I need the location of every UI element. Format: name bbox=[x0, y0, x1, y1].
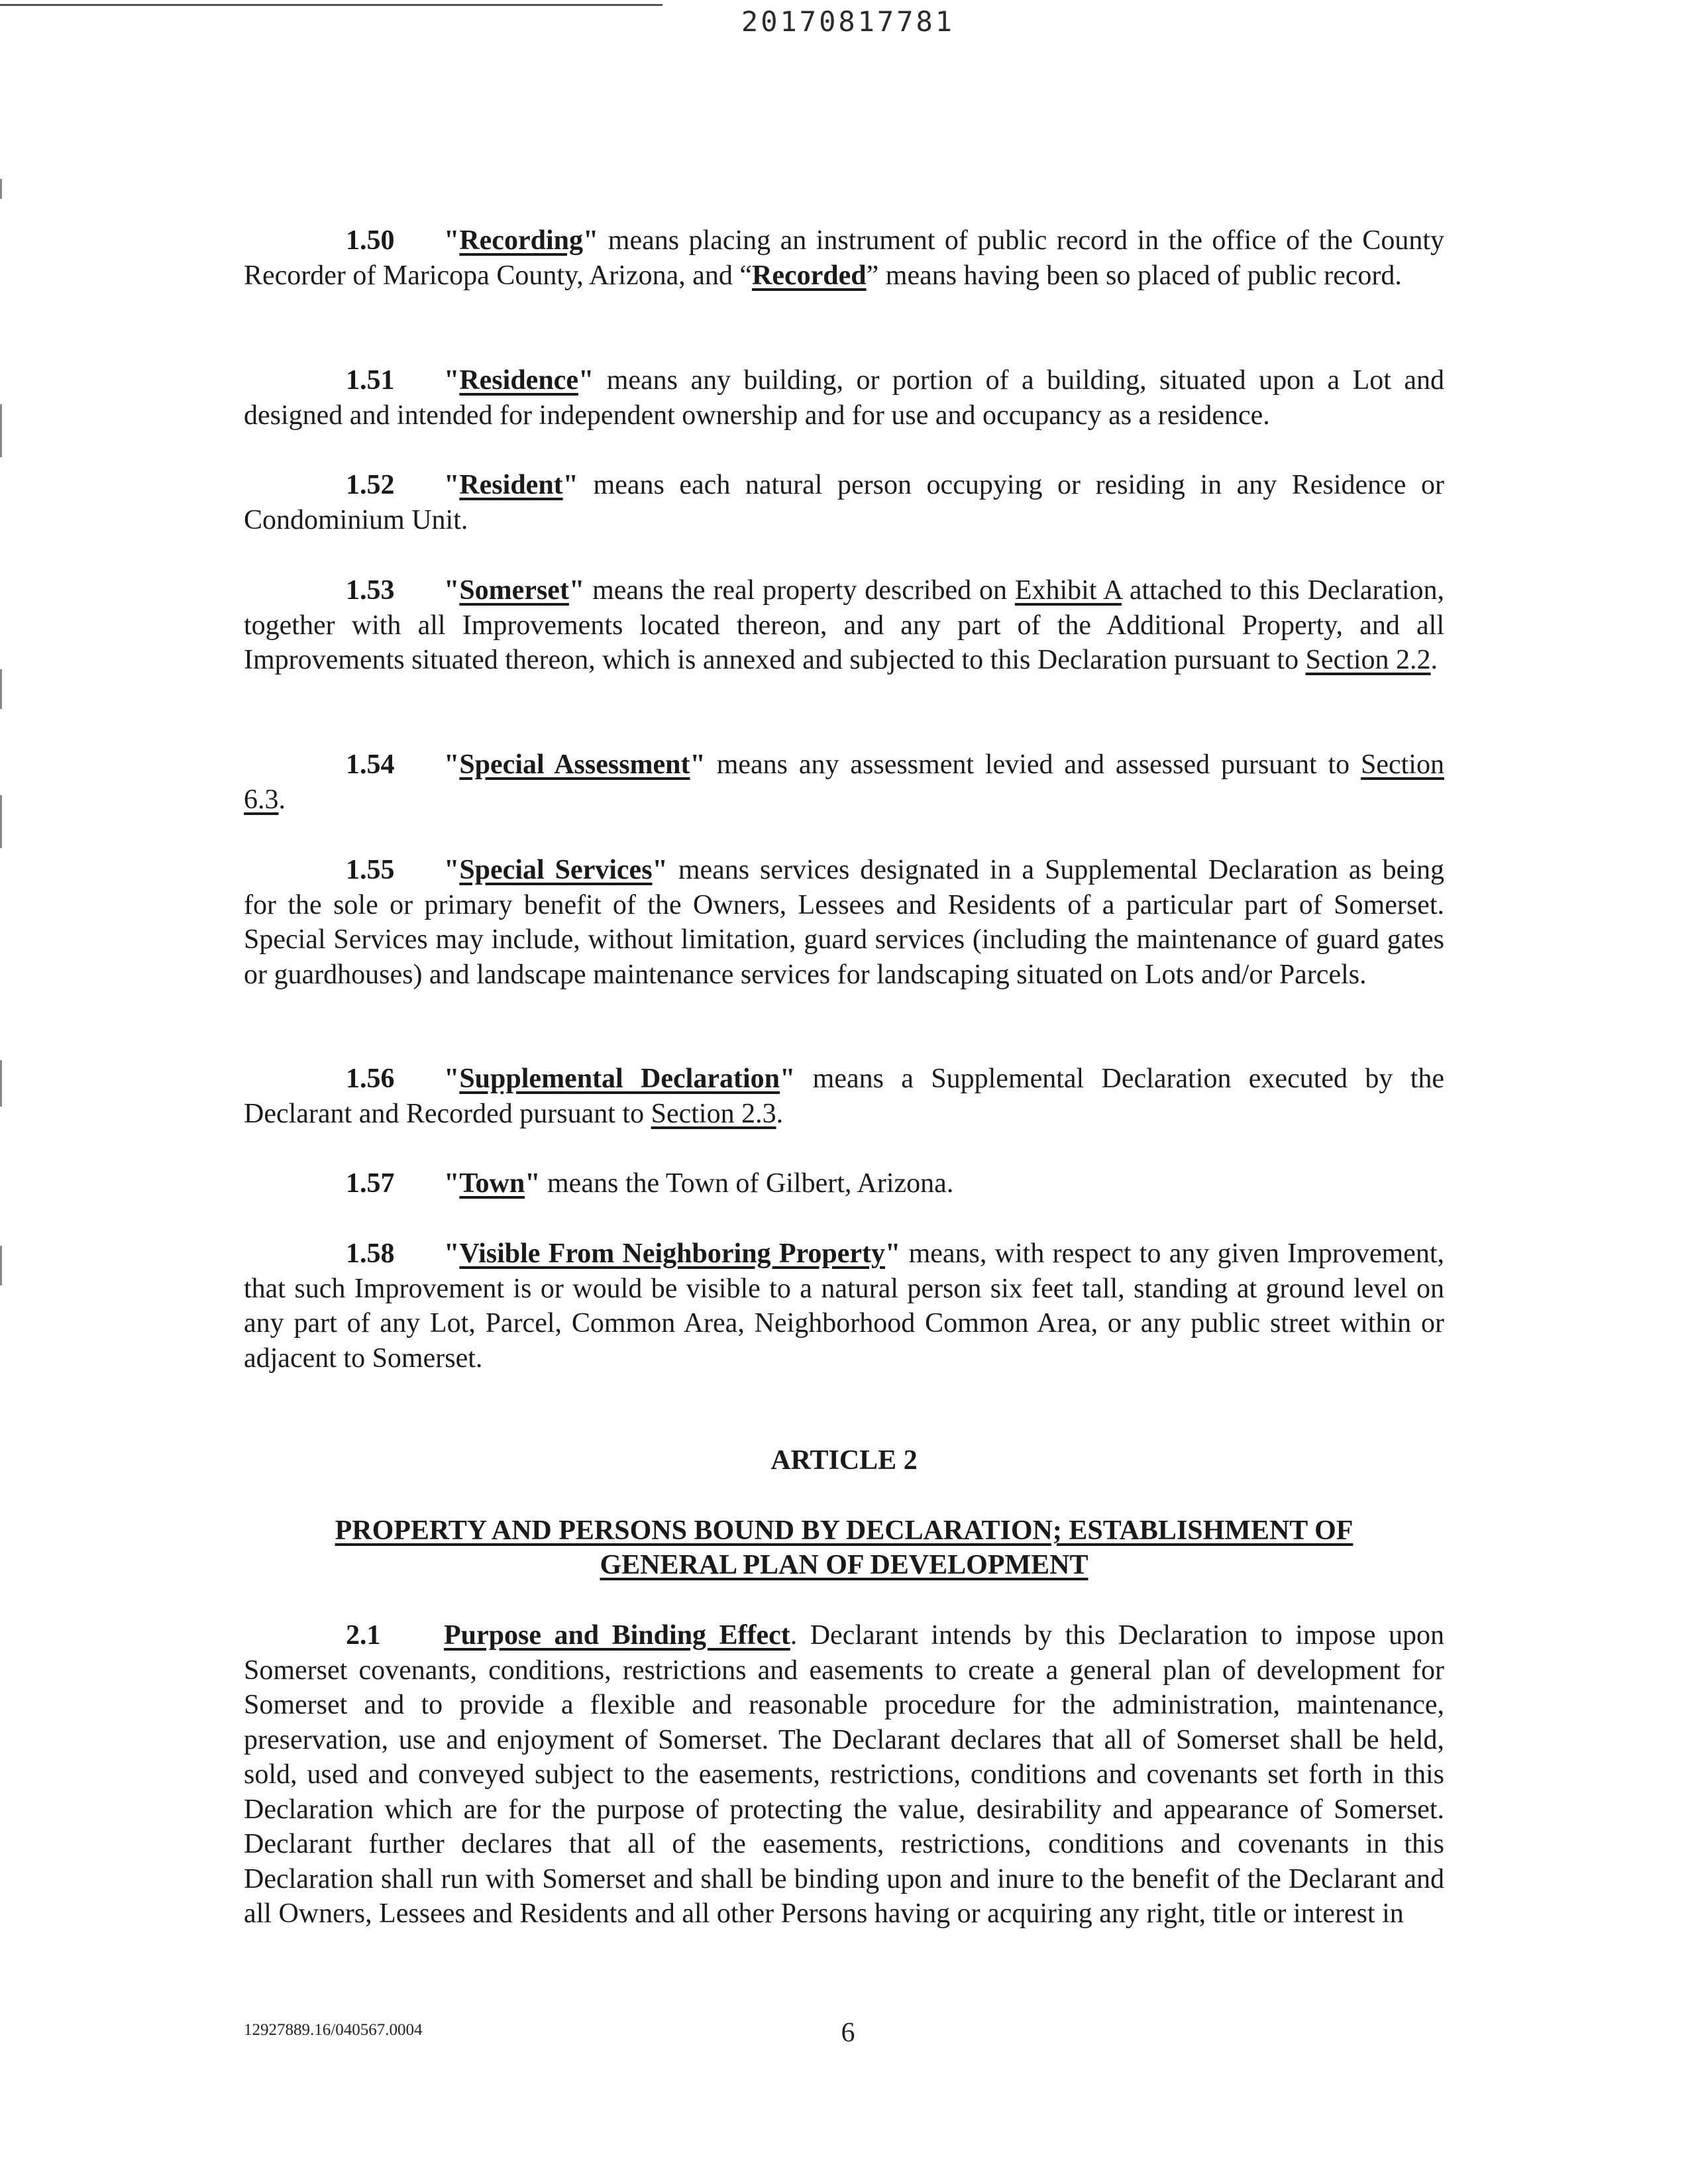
definition-1-52: 1.52 "Resident" means each natural person occupying or residing in any Residence or Condominium Unit. bbox=[244, 468, 1444, 537]
section-number: 1.57 bbox=[346, 1168, 395, 1199]
margin-mark bbox=[0, 404, 2, 457]
section-number: 1.58 bbox=[346, 1238, 395, 1269]
definition-1-54: 1.54 "Special Assessment" means any assessment levied and assessed pursuant to Section 6.3. bbox=[244, 747, 1444, 817]
page-number: 6 bbox=[841, 2018, 855, 2048]
section-heading: Purpose and Binding Effect bbox=[444, 1620, 790, 1651]
article-heading: PROPERTY AND PERSONS BOUND BY DECLARATION; ESTABLISHMENT OF GENERAL PLAN OF DEVELOPMENT bbox=[335, 1515, 1353, 1580]
defined-term: "Supplemental Declaration" bbox=[444, 1064, 796, 1094]
margin-mark bbox=[0, 1060, 2, 1107]
definition-1-57: 1.57 "Town" means the Town of Gilbert, Arizona. bbox=[244, 1166, 1444, 1201]
margin-mark bbox=[0, 669, 2, 709]
definition-1-53: 1.53 "Somerset" means the real property described on Exhibit A attached to this Declaration, together with all Improvements located thereon, and any part of the Additional Property, and all Improvements situated thereon, which is annexed and subjected to this Declaration pursuant to Section 2.2. bbox=[244, 573, 1444, 678]
defined-term: "Town" bbox=[444, 1168, 541, 1199]
defined-term: "Special Services" bbox=[444, 855, 668, 885]
section-number: 2.1 bbox=[346, 1620, 381, 1651]
section-reference: Section 6.3 bbox=[244, 749, 1444, 815]
section-2-1: 2.1 Purpose and Binding Effect. Declarant intends by this Declaration to impose upon Somerset covenants, conditions, restrictions and easements to create a general plan of development for Somerset and to provide a flexible and reasonable procedure for the administration, maintenance, preservation, use and enjoyment of Somerset. The Declarant declares that all of Somerset shall be held, sold, used and conveyed subject to the easements, restrictions, conditions and covenants set forth in this Declaration which are for the purpose of protecting the value, desirability and appearance of Somerset. Declarant further declares that all of the easements, restrictions, conditions and covenants in this Declaration shall run with Somerset and shall be binding upon and inure to the benefit of the Declarant and all Owners, Lessees and Residents and all other Persons having or acquiring any right, title or interest in bbox=[244, 1618, 1444, 1932]
defined-term: "Special Assessment" bbox=[444, 749, 706, 780]
article-title: ARTICLE 2 bbox=[770, 1445, 918, 1476]
section-number: 1.53 bbox=[346, 575, 395, 606]
defined-term: "Recording" bbox=[444, 225, 599, 256]
defined-term: "Resident" bbox=[444, 470, 578, 500]
section-number: 1.50 bbox=[346, 225, 395, 256]
section-reference: Section 2.3 bbox=[651, 1098, 776, 1129]
section-reference: Section 2.2 bbox=[1305, 645, 1431, 675]
footer-document-id: 12927889.16/040567.0004 bbox=[244, 2021, 423, 2039]
defined-term: "Visible From Neighboring Property" bbox=[444, 1238, 901, 1269]
margin-mark bbox=[0, 795, 2, 848]
section-number: 1.52 bbox=[346, 470, 395, 500]
definition-1-55: 1.55 "Special Services" means services designated in a Supplemental Declaration as being for the sole or primary benefit of the Owners, Lessees and Residents of a particular part of Somerset. Special Services may include, without limitation, guard services (including the maintenance of guard gates or guardhouses) and landscape maintenance services for landscaping situated on Lots and/or Parcels. bbox=[244, 853, 1444, 992]
margin-mark bbox=[0, 179, 2, 199]
section-number: 1.51 bbox=[346, 365, 395, 396]
section-number: 1.54 bbox=[346, 749, 395, 780]
definition-1-50: 1.50 "Recording" means placing an instrument of public record in the office of the County Recorder of Maricopa County, Arizona, and “Recorded” means having been so placed of public record. bbox=[244, 223, 1444, 293]
defined-term: Recorded bbox=[752, 260, 867, 291]
defined-term: "Residence" bbox=[444, 365, 594, 396]
section-number: 1.55 bbox=[346, 855, 395, 885]
definition-1-58: 1.58 "Visible From Neighboring Property" means, with respect to any given Improvement, that such Improvement is or would be visible to a natural person six feet tall, standing at ground level on any part of any Lot, Parcel, Common Area, Neighborhood Common Area, or any public street within or adjacent to Somerset. bbox=[244, 1236, 1444, 1376]
recording-number: 20170817781 bbox=[741, 5, 955, 38]
definition-1-56: 1.56 "Supplemental Declaration" means a Supplemental Declaration executed by the Declarant and Recorded pursuant to Section 2.3. bbox=[244, 1062, 1444, 1131]
margin-mark bbox=[0, 1246, 2, 1285]
definition-1-51: 1.51 "Residence" means any building, or portion of a building, situated upon a Lot and designed and intended for independent ownership and for use and occupancy as a residence. bbox=[244, 363, 1444, 433]
section-number: 1.56 bbox=[346, 1064, 395, 1094]
defined-term: "Somerset" bbox=[444, 575, 585, 606]
exhibit-reference: Exhibit A bbox=[1014, 575, 1122, 606]
